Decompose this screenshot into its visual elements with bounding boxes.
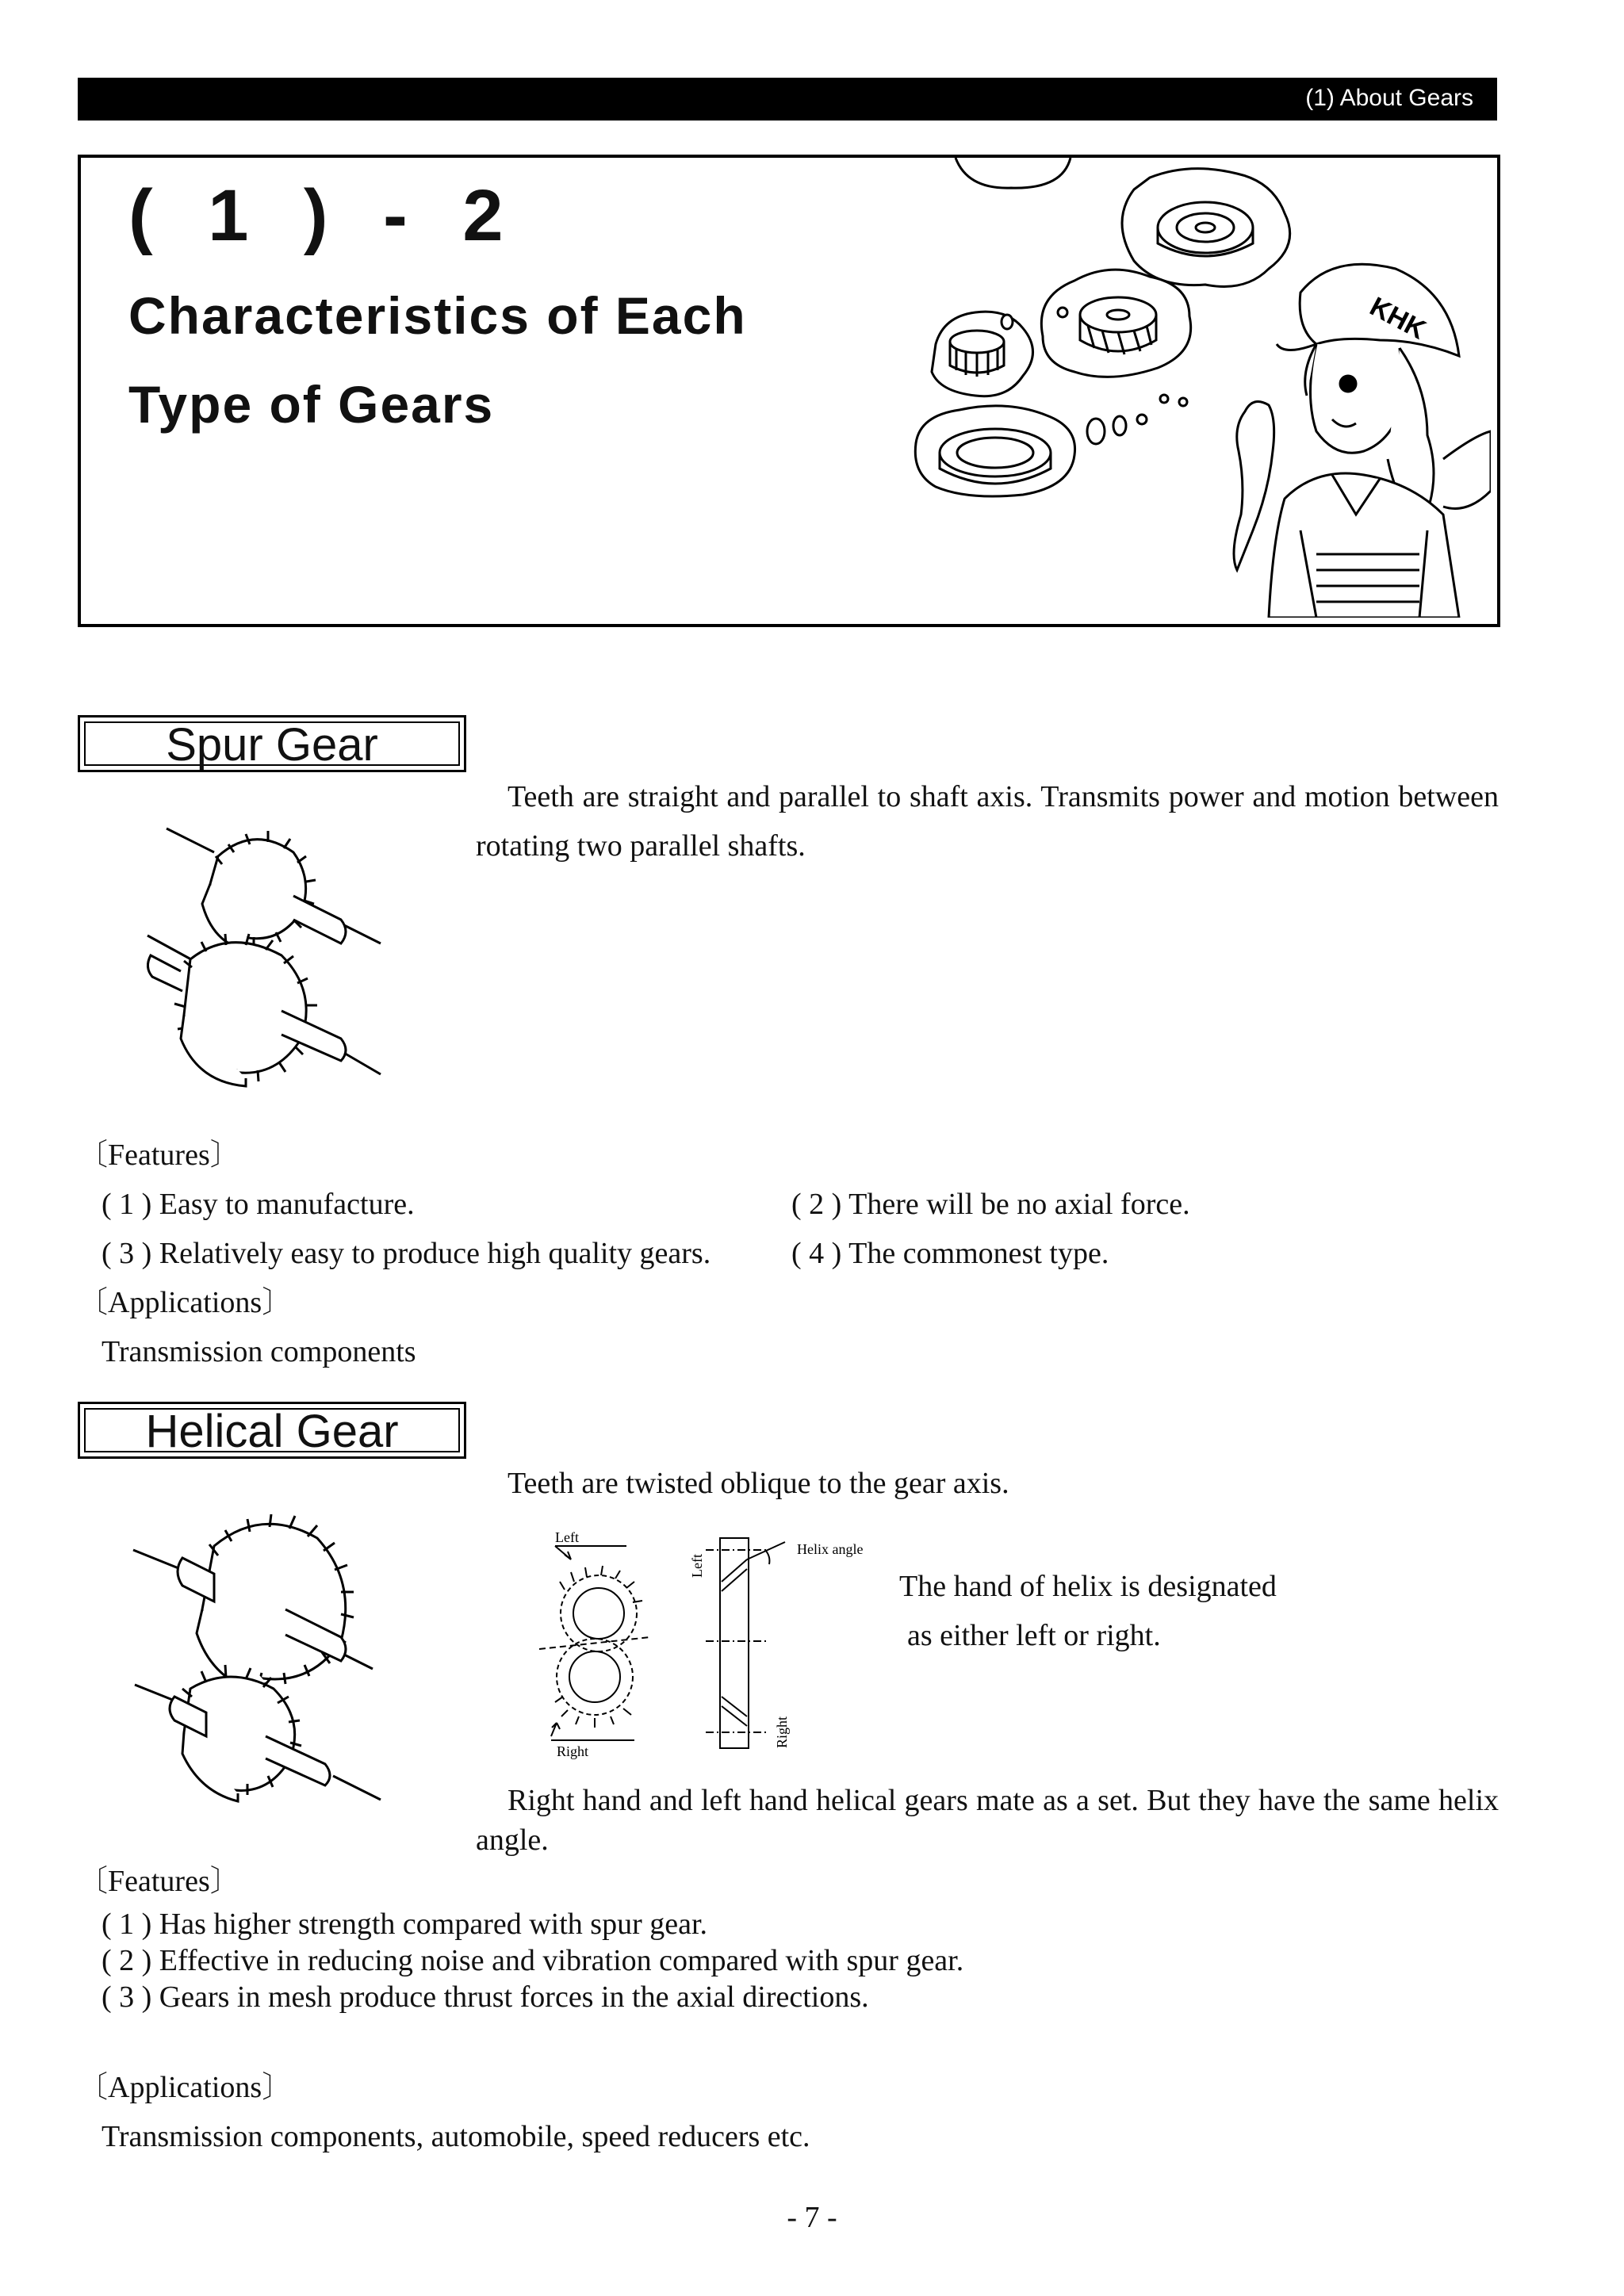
helical-mate-note: Right hand and left hand helical gears mate as a set. But they have the same helix angle. [476,1784,1499,1857]
spur-applications: Transmission components [102,1335,416,1368]
thought-bubble-helical [1041,270,1190,377]
helical-applications: Transmission components, automobile, speed reducers etc. [102,2120,810,2153]
helical-gear-heading-box [78,1402,466,1459]
cap-logo: KHK [1365,291,1431,346]
helical-applications-heading: 〔Applications〕 [78,2071,293,2104]
spur-gear-heading: Spur Gear [84,721,460,766]
mascot-illustration [872,158,1491,618]
page-title-line-1: Characteristics of Each [128,286,747,345]
helix-hand-note-1: The hand of helix is designated [899,1570,1277,1603]
helical-gear-description: Teeth are twisted oblique to the gear axis. [508,1467,1009,1500]
helical-feature-2: ( 2 ) Effective in reducing noise and vibration compared with spur gear. [102,1944,964,1977]
spur-applications-heading: 〔Applications〕 [78,1286,293,1319]
helical-gear-illustration [127,1506,412,1816]
spur-feature-2: ( 2 ) There will be no axial force. [791,1188,1190,1221]
helix-hand-diagram [508,1526,904,1764]
header-bar [78,78,1497,121]
spur-gear-illustration [143,809,404,1094]
right-hand [1443,431,1491,509]
thought-bubble-top [956,158,1071,188]
diagram-left-label: Left [555,1529,579,1545]
spur-feature-4: ( 4 ) The commonest type. [791,1237,1109,1270]
spur-features-heading: 〔Features〕 [78,1138,240,1172]
diagram-vertical-left: Left [689,1554,705,1578]
spur-feature-1: ( 1 ) Easy to manufacture. [102,1188,415,1221]
section-tag: (1) About Gears [1305,85,1473,111]
mascot-girl [1234,264,1491,618]
page-title-line-2: Type of Gears [128,375,495,434]
face [1311,344,1404,453]
diagram-right-label: Right [557,1743,589,1759]
spur-gear-description: Teeth are straight and parallel to shaft axis. Transmits power and motion between rotating two parallel shafts. [476,780,1499,863]
left-hand [1234,402,1274,571]
spur-feature-3: ( 3 ) Relatively easy to produce high quality gears. [102,1237,711,1270]
diagram-vertical-right: Right [774,1716,790,1748]
thought-bubble-spur [932,312,1033,396]
helix-hand-note-2: as either left or right. [907,1619,1161,1652]
helical-gear-heading: Helical Gear [84,1408,460,1452]
helical-feature-1: ( 1 ) Has higher strength compared with spur gear. [102,1908,708,1941]
section-number: ( 1 ) - 2 [128,175,521,256]
thought-bubble-bevel [1122,169,1290,287]
helical-features-heading: 〔Features〕 [78,1865,240,1898]
diagram-helix-angle-label: Helix angle [797,1541,864,1557]
helical-feature-3: ( 3 ) Gears in mesh produce thrust forces in the axial directions. [102,1980,869,2014]
spur-gear-heading-box [78,715,466,772]
page-number: - 7 - [787,2201,837,2234]
